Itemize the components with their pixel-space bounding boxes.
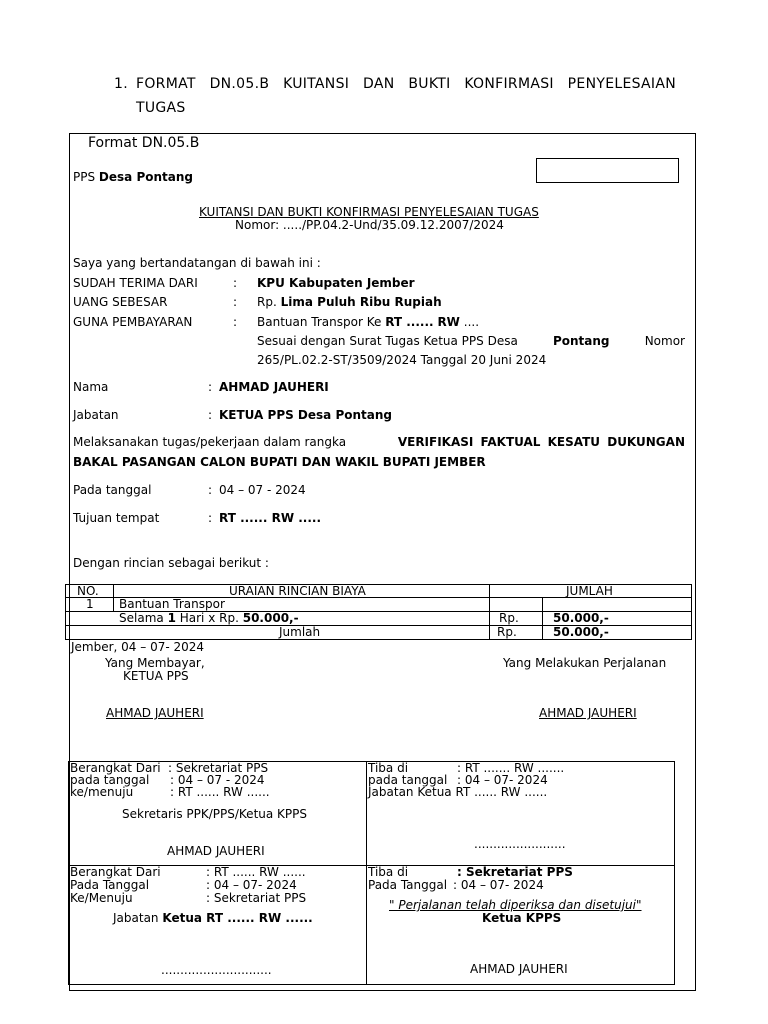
colon: : xyxy=(233,295,238,309)
pada-tanggal-label: Pada tanggal xyxy=(73,483,152,497)
row2-desc xyxy=(119,611,299,625)
table-divider xyxy=(489,584,490,640)
payer-title: Yang Membayar, xyxy=(105,656,205,670)
q1-tanggal-value: : 04 – 07 - 2024 xyxy=(170,773,265,787)
q3-menuju-label: Ke/Menuju xyxy=(70,891,133,905)
colon: : xyxy=(233,315,238,329)
doc-title: KUITANSI DAN BUKTI KONFIRMASI PENYELESAIAN TUGAS xyxy=(199,205,539,219)
q3-jabatan-b: Ketua RT ...... RW ...... xyxy=(162,911,313,925)
place-date: Jember, 04 – 07- 2024 xyxy=(71,640,205,654)
jabatan-label: Jabatan xyxy=(73,408,119,422)
traveler-name: AHMAD JAUHERI xyxy=(539,706,637,720)
total-amount: 50.000,- xyxy=(553,625,609,639)
q2-tanggal-value: : 04 – 07- 2024 xyxy=(457,773,548,787)
q3-tanggal-value: : 04 – 07- 2024 xyxy=(206,878,297,892)
colon: : xyxy=(233,276,238,290)
q2-tiba-label: Tiba di xyxy=(368,761,409,775)
row2-rp: Rp. xyxy=(499,611,519,625)
q3-tanggal-label: Pada Tanggal xyxy=(70,878,150,892)
total-rp: Rp. xyxy=(497,625,517,639)
tujuan-label: Tujuan tempat xyxy=(73,511,160,525)
nama-label: Nama xyxy=(73,380,109,394)
pps-name: Desa Pontang xyxy=(98,170,193,184)
colon: : xyxy=(208,380,213,394)
sesuai-c: Nomor xyxy=(644,334,685,348)
q4-title: Ketua KPPS xyxy=(482,911,562,925)
terima-label: SUDAH TERIMA DARI xyxy=(73,276,198,290)
pps-prefix: PPS xyxy=(73,170,96,184)
q4-tiba-value: : Sekretariat PPS xyxy=(457,865,573,879)
row2-desc-d: 50.000,- xyxy=(242,611,299,625)
payer-name: AHMAD JAUHERI xyxy=(106,706,204,720)
nama-value: AHMAD JAUHERI xyxy=(219,380,329,394)
q1-tanggal-label: pada tanggal xyxy=(70,773,150,787)
tugas-line1 xyxy=(73,435,685,449)
intro-text: Saya yang bertandatangan di bawah ini : xyxy=(73,256,321,270)
sesuai-line1 xyxy=(257,334,685,348)
row1-desc: Bantuan Transpor xyxy=(119,597,225,611)
col-jumlah: JUMLAH xyxy=(566,584,613,598)
pada-tanggal-value: 04 – 07 - 2024 xyxy=(219,483,306,497)
row2-desc-c: Hari x Rp. xyxy=(179,611,239,625)
q3-berangkat-value: : RT ...... RW ...... xyxy=(206,865,306,879)
q3-jabatan-a: Jabatan xyxy=(113,911,159,925)
q4-tanggal-value: : 04 – 07- 2024 xyxy=(453,878,544,892)
colon: : xyxy=(208,511,213,525)
pps-line xyxy=(73,170,193,184)
q4-quote: " Perjalanan telah diperiksa dan disetujui" xyxy=(389,898,642,912)
number-box xyxy=(536,158,679,183)
q3-berangkat-label: Berangkat Dari xyxy=(70,865,161,879)
table-divider xyxy=(542,597,543,640)
tugas-prefix: Melaksanakan tugas/pekerjaan dalam rangka xyxy=(73,435,347,449)
col-uraian: URAIAN RINCIAN BIAYA xyxy=(229,584,366,598)
guna-rw: RW xyxy=(437,315,460,329)
q3-dots: ............................. xyxy=(161,963,272,977)
row1-no: 1 xyxy=(86,597,94,611)
colon: : xyxy=(208,483,213,497)
payer-position: KETUA PPS xyxy=(123,669,189,683)
q2-tiba-value: : RT ....... RW ....... xyxy=(457,761,565,775)
doc-nomor: Nomor: ...../PP.04.2-Und/35.09.12.2007/2024 xyxy=(235,218,504,232)
total-label: Jumlah xyxy=(279,625,321,639)
heading-line2: TUGAS xyxy=(136,100,186,116)
q1-menuju-value: : RT ...... RW ...... xyxy=(170,785,270,799)
uang-value-line xyxy=(257,295,442,309)
q2-dots: ........................ xyxy=(474,837,566,851)
guna-dots: .... xyxy=(463,315,480,329)
table-divider xyxy=(113,584,114,612)
q1-berangkat-value: : Sekretariat PPS xyxy=(168,761,269,775)
guna-value-line xyxy=(257,315,479,329)
row2-desc-b: 1 xyxy=(167,611,176,625)
q4-name: AHMAD JAUHERI xyxy=(470,962,568,976)
format-label: Format DN.05.B xyxy=(88,135,200,151)
row2-desc-a: Selama xyxy=(119,611,164,625)
q1-menuju-label: ke/menuju xyxy=(70,785,134,799)
q4-tiba-label: Tiba di xyxy=(368,865,409,879)
guna-label: GUNA PEMBAYARAN xyxy=(73,315,193,329)
heading-number: 1. xyxy=(114,76,128,92)
uang-value: Lima Puluh Ribu Rupiah xyxy=(280,295,442,309)
heading-line1: FORMAT DN.05.B KUITANSI DAN BUKTI KONFIRMASI PENYELESAIAN xyxy=(136,76,676,92)
sesuai-line2: 265/PL.02.2-ST/3509/2024 Tanggal 20 Juni 2024 xyxy=(257,353,547,367)
q3-jabatan xyxy=(113,911,313,925)
q2-tanggal-label: pada tanggal xyxy=(368,773,448,787)
colon: : xyxy=(208,408,213,422)
grid-divider xyxy=(366,761,367,985)
rincian-intro: Dengan rincian sebagai berikut : xyxy=(73,556,269,570)
col-no: NO. xyxy=(77,584,99,598)
sesuai-b: Pontang xyxy=(552,334,610,348)
terima-value: KPU Kabupaten Jember xyxy=(257,276,415,290)
q1-berangkat-label: Berangkat Dari xyxy=(70,761,161,775)
tugas-line2: BAKAL PASANGAN CALON BUPATI DAN WAKIL BUPATI JEMBER xyxy=(73,455,486,469)
traveler-title: Yang Melakukan Perjalanan xyxy=(503,656,667,670)
q2-jabatan: Jabatan Ketua RT ...... RW ...... xyxy=(368,785,548,799)
uang-prefix: Rp. xyxy=(257,295,277,309)
q3-menuju-value: : Sekretariat PPS xyxy=(206,891,307,905)
jabatan-value: KETUA PPS Desa Pontang xyxy=(219,408,392,422)
row2-amount: 50.000,- xyxy=(553,611,609,625)
q1-name: AHMAD JAUHERI xyxy=(167,844,265,858)
guna-rt: RT ...... xyxy=(385,315,434,329)
q1-signer: Sekretaris PPK/PPS/Ketua KPPS xyxy=(122,807,308,821)
tujuan-value: RT ...... RW ..... xyxy=(219,511,322,525)
q4-tanggal-label: Pada Tanggal xyxy=(368,878,448,892)
uang-label: UANG SEBESAR xyxy=(73,295,168,309)
guna-text: Bantuan Transpor Ke xyxy=(257,315,382,329)
tugas-bold: VERIFIKASI FAKTUAL KESATU DUKUNGAN xyxy=(397,435,685,449)
sesuai-a: Sesuai dengan Surat Tugas Ketua PPS Desa xyxy=(257,334,518,348)
